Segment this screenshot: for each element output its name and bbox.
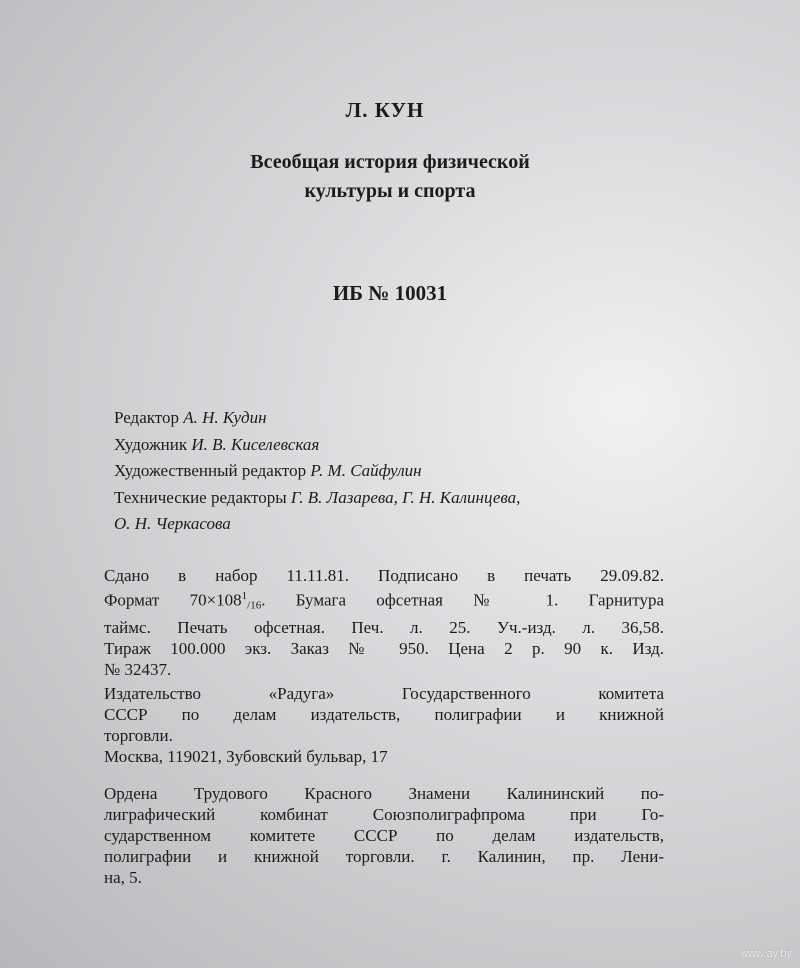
printer-line-1: Ордена Трудового Красного Знамени Калининский по- [104, 784, 664, 803]
credit-artist-name: И. В. Киселевская [191, 434, 320, 454]
credit-art-editor [114, 458, 684, 485]
credit-tech-editors-names-2: О. Н. Черкасова [114, 514, 231, 533]
print-paper-text: . Бумага офсетная № 1. Гарнитура [261, 590, 665, 610]
printer-line-4: полиграфии и книжной торговли. г. Калинин, пр. Лени- [104, 847, 664, 866]
print-info-line-4: Тираж 100.000 экз. Заказ № 950. Цена 2 р. 90 к. Изд. [104, 638, 664, 658]
print-format-text: Формат 70×108 [104, 590, 242, 610]
publisher-line-1: Издательство «Радуга» Государственного комитета [104, 684, 664, 703]
printer-block [104, 783, 664, 888]
publisher-line-3: торговли. [104, 726, 173, 745]
credits-block [114, 405, 684, 538]
author-name: Л. КУН [345, 98, 425, 122]
print-info-line-5: № 32437. [104, 659, 172, 679]
credit-tech-editors-names: Г. В. Лазарева, Г. Н. Калинцева, [290, 487, 521, 507]
credit-tech-editors [114, 485, 684, 512]
publisher-address: Москва, 119021, Зубовский бульвар, 17 [104, 747, 388, 766]
credit-art-editor-label: Художественный редактор [114, 461, 307, 480]
print-info-line-2 [104, 586, 664, 617]
print-format-frac-den: /16 [247, 599, 262, 612]
book-title-line-2: культуры и спорта [304, 180, 476, 202]
credit-artist-label: Художник [114, 434, 188, 454]
print-info-block [104, 565, 664, 680]
watermark: www.ay.by [740, 948, 792, 960]
credit-editor [114, 405, 684, 432]
credit-tech-editors-cont [114, 511, 684, 538]
printer-line-2: лиграфический комбинат Союзполиграфпрома при Го- [104, 805, 664, 824]
credit-editor-label: Редактор [114, 408, 179, 427]
print-info-line-3: таймс. Печать офсетная. Печ. л. 25. Уч.-изд. л. 36,58. [104, 617, 664, 637]
credit-editor-name: А. Н. Кудин [183, 408, 267, 427]
print-info-line-1: Сдано в набор 11.11.81. Подписано в печать 29.09.82. [104, 566, 664, 585]
publisher-line-2: СССР по делам издательств, полиграфии и книжной [104, 705, 664, 724]
book-title [0, 148, 780, 206]
book-title-line-1: Всеобщая история физической [250, 151, 530, 173]
credit-artist [114, 432, 684, 459]
ib-number: ИБ № 10031 [332, 281, 448, 305]
printer-line-5: на, 5. [104, 868, 142, 887]
print-format-frac-num: 1 [241, 590, 248, 602]
credit-tech-editors-label: Технические редакторы [114, 487, 287, 507]
publisher-block [104, 683, 664, 767]
printer-line-3: сударственном комитете СССР по делам издательств, [104, 826, 664, 845]
credit-art-editor-name: Р. М. Сайфулин [310, 461, 422, 480]
